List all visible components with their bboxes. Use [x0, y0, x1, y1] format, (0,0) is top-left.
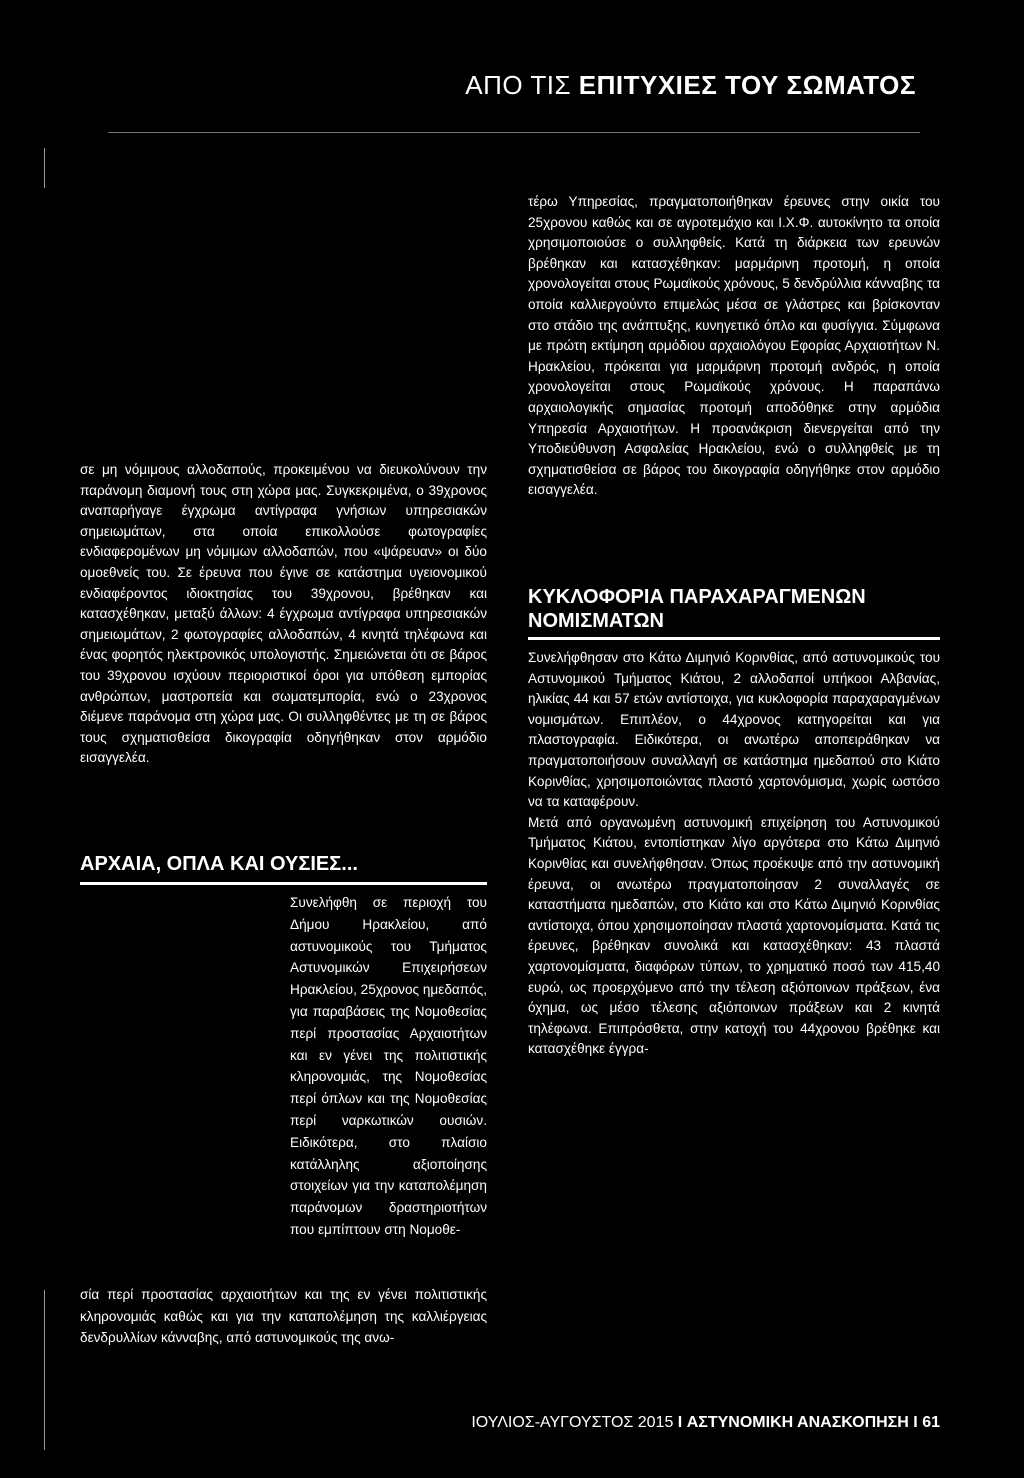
- heading-kykloforia: ΚΥΚΛΟΦΟΡΙΑ ΠΑΡΑΧΑΡΑΓΜΕΝΩΝ ΝΟΜΙΣΜΑΤΩΝ: [528, 586, 866, 632]
- left-paragraph: σε μη νόμιμους αλλοδαπούς, προκειμένου να διευκολύνουν την παράνομη διαμονή τους στη χώρα μας. Συγκεκριμένα, ο 39χρονος αναπαρήγαγε έγχρωμα αντίγραφα γνήσιων υπηρεσιακών σημειωμάτων, στα οποία επικολλούσε φωτογραφίες ενδιαφερομένων μη νόμιμων αλλοδαπών, που «ψάρευαν» οι δύο ομοεθνείς του. Σε έρευνα που έγινε σε κατάστημα υγειονομικού ενδιαφέροντος ιδιοκτησίας του 39χρονου, βρέθηκαν και κατασχέθηκαν, μεταξύ άλλων: 4 έγχρωμα αντίγραφα υπηρεσιακών σημειωμάτων, 2 φωτογραφίες αλλοδαπών, 4 κινητά τηλέφωνα και ένας φορητός ηλεκτρονικός υπολογιστής. Σημειώνεται ότι σε βάρος του 39χρονου ισχύουν περιοριστικοί όροι για υπόθεση εμπορίας ανθρώπων, μαστροπεία και σωματεμπορία, ενώ ο 23χρονος διέμενε παράνομα στη χώρα μας. Οι συλληφθέντες με τη σε βάρος τους σχηματισθείσα δικογραφία οδηγήθηκαν στον αρμόδιο εισαγγελέα.: [80, 462, 487, 766]
- heading-archaia-rule: [80, 882, 487, 885]
- footer-separator-2: I: [913, 1414, 918, 1431]
- margin-line-bottom: [44, 1290, 45, 1450]
- header-title: ΕΠΙΤΥΧΙΕΣ ΤΟΥ ΣΩΜΑΤΟΣ: [578, 70, 916, 100]
- header-prefix: ΑΠΟ ΤΙΣ: [465, 70, 579, 100]
- kykloforia-column: [528, 648, 940, 1060]
- header-rule: [108, 132, 920, 133]
- heading-archaia: ΑΡΧΑΙΑ, ΟΠΛΑ ΚΑΙ ΟΥΣΙΕΣ...: [80, 853, 358, 875]
- left-column: [80, 460, 487, 769]
- archaia-indented-text: Συνελήφθη σε περιοχή του Δήμου Ηρακλείου, από αστυνομικούς του Τμήματος Αστυνομικών Επιχειρήσεων Ηρακλείου, 25χρονος ημεδαπός, για παραβάσεις της Νομοθεσίας περί προστασίας Αρχαιοτήτων και εν γένει της πολιτιστικής κληρονομιάς, της Νομοθεσίας περί όπλων και της Νομοθεσίας περί ναρκωτικών ουσιών. Ειδικότερα, στο πλαίσιο κατάλληλης αξιοποίησης στοιχείων για την καταπολέμηση παράνομων δραστηριοτήτων που εμπίπτουν στη Νομοθε-: [290, 895, 488, 1237]
- page-number: 61: [922, 1414, 940, 1431]
- right-column: [528, 192, 940, 501]
- archaia-continuation: σία περί προστασίας αρχαιοτήτων και της εν γένει πολιτιστικής κληρονομιάς καθώς και για την καταπολέμηση της καλλιέργειας δενδρυλλίων κάνναβης, από αστυνομικούς της ανω-: [80, 1287, 487, 1346]
- section-header: [465, 70, 916, 101]
- heading-kykloforia-rule: [528, 637, 940, 640]
- kykloforia-paragraph-1: Συνελήφθησαν στο Κάτω Διμηνιό Κορινθίας, από αστυνομικούς του Αστυνομικού Τμήματος Κιάτου, 2 αλλοδαποί υπήκοοι Αλβανίας, ηλικίας 44 και 57 ετών αντίστοιχα, για κυκλοφορία παραχαραγμένων νομισμάτων. Επιπλέον, ο 44χρονος κατηγορείται και για πλαστογραφία. Ειδικότερα, οι ανωτέρω αποπειράθηκαν να πραγματοποιήσουν συναλλαγή σε κατάστημα ημεδαπού στο Κιάτο Κορινθίας, χρησιμοποιώντας πλαστό χαρτονόμισμα, χωρίς ωστόσο να τα καταφέρουν.: [528, 650, 940, 810]
- footer-issue: ΙΟΥΛΙΟΣ-ΑΥΓΟΥΣΤΟΣ 2015: [471, 1414, 674, 1431]
- footer-separator-1: I: [677, 1414, 683, 1431]
- right-paragraph: τέρω Υπηρεσίας, πραγματοποιήθηκαν έρευνες στην οικία του 25χρονου καθώς και σε αγροτεμάχιο και Ι.Χ.Φ. αυτοκίνητο τα οποία χρησιμοποιούσε ο συλληφθείς. Κατά τη διάρκεια των ερευνών βρέθηκαν και κατασχέθηκαν: μαρμάρινη προτομή, η οποία χρονολογείται στους Ρωμαϊκούς χρόνους, 5 δενδρύλλια κάνναβης τα οποία καλλιεργούντο επιμελώς μέσα σε γλάστρες και βρίσκονταν στο στάδιο της ανάπτυξης, κυνηγετικό όπλο και φυσίγγια. Σύμφωνα με πρώτη εκτίμηση αρμόδιου αρχαιολόγου Εφορίας Αρχαιοτήτων Ν. Ηρακλείου, πρόκειται για μαρμάρινη προτομή ανδρός, η οποία χρονολογείται στους Ρωμαϊκούς χρόνους. Η παραπάνω αρχαιολογικής σημασίας προτομή αποδόθηκε στην αρμόδια Υπηρεσία Αρχαιοτήτων. Η προανάκριση διενεργείται από την Υποδιεύθυνση Ασφαλείας Ηρακλείου, ενώ ο συλληφθείς με τη σχηματισθείσα σε βάρος του δικογραφία οδηγήθηκε στον αρμόδιο εισαγγελέα.: [528, 194, 940, 498]
- margin-line-top: [44, 148, 45, 188]
- page-footer: [420, 1414, 940, 1432]
- footer-magazine: ΑΣΤΥΝΟΜΙΚΗ ΑΝΑΣΚΟΠΗΣΗ: [686, 1414, 909, 1431]
- kykloforia-paragraph-2: Μετά από οργανωμένη αστυνομική επιχείρηση του Αστυνομικού Τμήματος Κιάτου, εντοπίστηκαν λίγο αργότερα στο Κάτω Διμηνιό Κορινθίας και συνελήφθησαν. Όπως προέκυψε από την αστυνομική έρευνα, οι ανωτέρω πραγματοποίησαν 2 συναλλαγές σε καταστήματα ημεδαπών, στο Κιάτο και στο Κάτω Διμηνιό Κορινθίας αντίστοιχα, όπου χρησιμοποίησαν πλαστά χαρτονομίσματα. Κατά τις έρευνες, βρέθηκαν συνολικά και κατασχέθηκαν: 43 πλαστά χαρτονομίσματα, διαφόρων τύπων, το χρηματικό ποσό των 415,40 ευρώ, ως προερχόμενο από την τέλεση αξιόποινων πράξεων, ένα όχημα, ως μέσο τέλεσης αξιόποινων πράξεων και 2 κινητά τηλέφωνα. Επιπρόσθετα, στην κατοχή του 44χρονου βρέθηκε και κατασχέθηκε έγγρα-: [528, 814, 940, 1057]
